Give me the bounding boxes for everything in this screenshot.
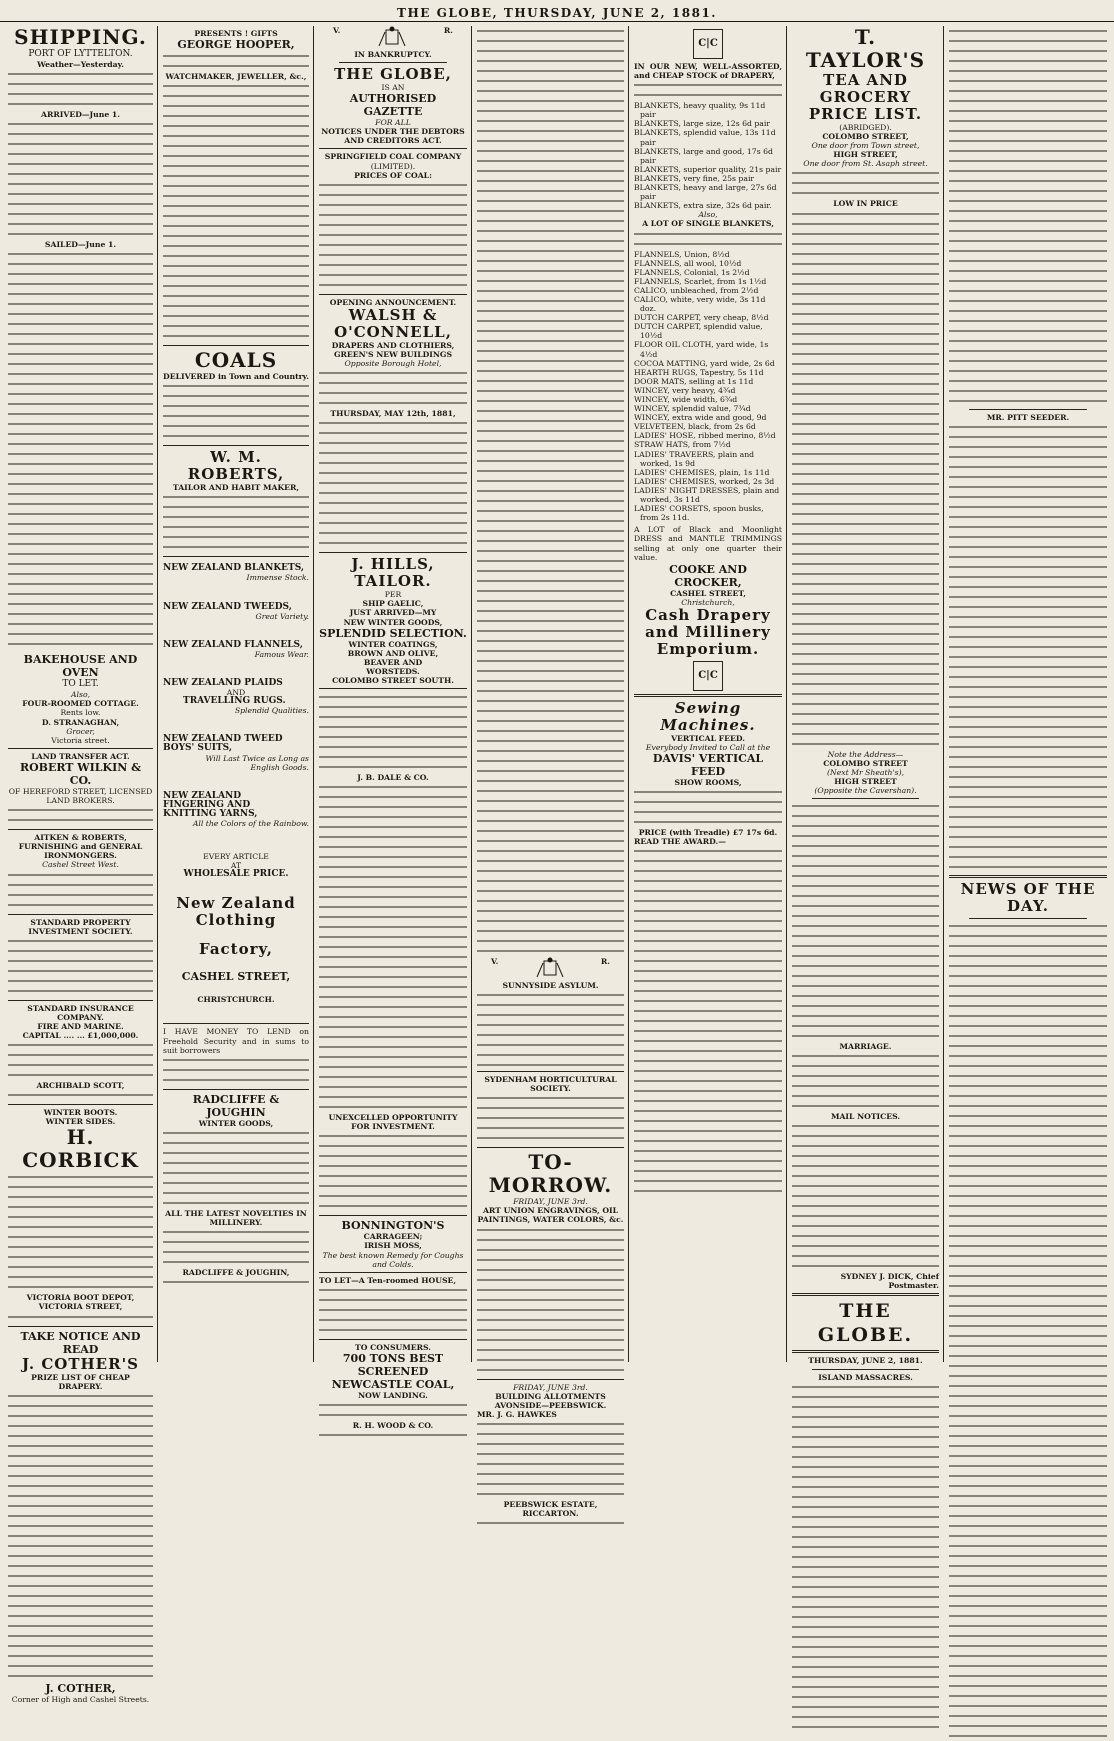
coals-ad: COALS DELIVERED in Town and Country.	[163, 346, 309, 446]
price-list-item: BLANKETS, large size, 12s 6d pair	[634, 119, 770, 129]
corbick-ad: WINTER BOOTS. WINTER SIDES. H. CORBICK VICTORIA BOOT DEPOT, VICTORIA STREET,	[8, 1105, 153, 1326]
sunnyside-heading: SUNNYSIDE ASYLUM.	[502, 981, 599, 990]
money-to-lend-ad: I HAVE MONEY TO LEND on Freehold Security and in sums to suit borrowers	[163, 1024, 309, 1089]
price-list-item: BLANKETS, extra size, 32s 6d pair.	[634, 201, 772, 211]
globe-masthead: THE GLOBE.	[817, 1300, 914, 1347]
price-list-item: BLANKETS, very fine, 25s pair	[634, 173, 755, 183]
radcliffe-ad: RADCLIFFE & JOUGHIN WINTER GOODS, ALL THE LATEST NOVELTIES IN MILLINERY. RADCLIFFE & JOUGHIN,	[163, 1090, 309, 1291]
column-1	[6, 25, 155, 1704]
aitken-roberts-ad: AITKEN & ROBERTS, FURNISHING and GENERAL IRONMONGERS. Cashel Street West.	[8, 830, 153, 914]
price-list-item: STRAW HATS, from 7½d	[634, 440, 731, 450]
price-list-item: LADIES' TRAVEERS, plain and worked, 1s 9d	[634, 449, 755, 468]
column-6: T. TAYLOR'S TEA AND GROCERY PRICE LIST. (ABRIDGED). COLOMBO STREET, One door from Town street, HIGH STREET, One door from St. Asaph street. LOW IN PRICE Note the Address— COLOMBO STREET (Next Mr Sheath's), HIGH STREET (Opposite the Cavershan). MARRIAGE. MAIL NOTICES. SYDNEY J. DICK, Chief Postmaster. THE GLOBE. THURSDAY, JUNE 2, 1881. ISLAND MASSACRES.	[790, 26, 941, 1362]
price-list-item: LADIES' CHEMISES, worked, 2s 3d	[634, 476, 775, 486]
arrived-heading: ARRIVED—June 1.	[41, 110, 120, 120]
price-list-item: FLANNELS, Union, 8½d	[634, 249, 730, 259]
price-list-item: WINCEY, wide width, 6¾d	[634, 395, 738, 404]
price-list-item: BLANKETS, superior quality, 21s pair	[634, 164, 782, 174]
shipping-heading: SHIPPING.	[14, 25, 147, 49]
price-list-item: BLANKETS, heavy quality, 9s 11d pair	[634, 101, 766, 120]
building-allotments-ad: FRIDAY, JUNE 3rd. BUILDING ALLOTMENTS AVONSIDE—PEEBSWICK. MR. J. G. HAWKES PEEBSWICK ESTATE, RICCARTON.	[477, 1380, 624, 1533]
roberts-ad: W. M. ROBERTS, TAILOR AND HABIT MAKER,	[163, 446, 309, 557]
tomorrow-auction: TO-MORROW. FRIDAY, JUNE 3rd. ART UNION ENGRAVINGS, OIL PAINTINGS, WATER COLORS, &c.	[477, 1148, 624, 1379]
price-list-item: BLANKETS, splendid value, 13s 11d pair	[634, 128, 776, 147]
column-rule	[471, 26, 472, 1362]
weather-heading: Weather—Yesterday.	[37, 60, 124, 69]
price-list-item: CALICO, white, very wide, 3s 11d doz.	[634, 294, 766, 314]
nz-clothing-ad: NEW ZEALAND BLANKETS, Immense Stock. NEW ZEALAND TWEEDS, Great Variety. NEW ZEALAND FLANNELS, Famous Wear. NEW ZEALAND PLAIDS AND TRAVELLING RUGS. Splendid Qualities. NEW ZEALAND TWEED BOYS' SUITS, Will Last Twice as Long as English Goods. NEW ZEALAND FINGERING AND KNITTING YARNS, All the Colors of the Rainbow. EVERY ARTICLE AT WHOLESALE PRICE. New Zealand Clothing Factory, CASHEL STREET, CHRISTCHURCH.	[163, 557, 309, 1024]
springfield-coal-ad: SPRINGFIELD COAL COMPANY (LIMITED). PRICES OF COAL:	[319, 149, 467, 294]
price-list-item: FLANNELS, all wool, 10½d	[634, 258, 742, 268]
column-5: C|C IN OUR NEW, WELL-ASSORTED, and CHEAP STOCK of DRAPERY, BLANKETS, heavy quality, 9s 11d pair BLANKETS, large size, 12s 6d pair BLANKETS, splendid value, 13s 11d pair BLANKETS, large and good, 17s 6d pair BLANKETS, superior quality, 21s pair BLANKETS, very fine, 25s pair BLANKETS, heavy and large, 27s 6d pair BLANKETS, extra size, 32s 6d pair. Also, A LOT OF SINGLE BLANKETS, FLANNELS, Union, 8½d FLANNELS, all wool, 10½d FLANNELS, Colonial, 1s 2½d FLANNELS, Scarlet, from 1s 1½d CALICO, unbleached, from 2½d CALICO, white, very wide, 3s 11d doz. DUTCH CARPET, very cheap, 8½d DUTCH CARPET, splendid value, 10½d FLOOR OIL CLOTH, yard wide, 1s 4½d COCOA MATTING, yard wide, 2s 6d HEARTH RUGS, Tapestry, 5s 11d DOOR MATS, selling at 1s 11d WINCEY, very heavy, 4¾d WINCEY, wide width, 6¾d WINCEY, splendid value, 7¾d WINCEY, extra wide and good, 9d VELVETEEN, black, from 2s 6d LADIES' HOSE, ribbed merino, 8½d STRAW HATS, from 7½d LADIES' TRAVEERS, plain and worked, 1s 9d LADIES' CHEMISES, plain, 1s 11d LADIES' CHEMISES, worked, 2s 3d LADIES' NIGHT DRESSES, plain and worked, 3s 11d LADIES' CORSETS, spoon busks, from 2s 11d. A LOT of Black and Moonlight DRESS and MANTLE TRIMMINGS selling at only one quarter their value. COOKE AND CROCKER, CASHEL STREET, Christchurch, Cash Drapery and Millinery Emporium. C|C Sewing Machines. VERTICAL FEED. Everybody Invited to Call at the DAVIS' VERTICAL FEED SHOW ROOMS, PRICE (with Treadle) £7 17s 6d. READ THE AWARD.—	[632, 26, 784, 1362]
blanket-price-list	[634, 101, 782, 210]
price-list-item: COCOA MATTING, yard wide, 2s 6d	[634, 358, 775, 368]
cooke-crocker-logo: C|C	[693, 29, 723, 59]
column-rule	[313, 26, 314, 1362]
price-list-item: FLANNELS, Colonial, 1s 2½d	[634, 267, 750, 277]
price-list-item: CALICO, unbleached, from 2½d	[634, 285, 759, 295]
land-transfer-ad: LAND TRANSFER ACT. ROBERT WILKIN & CO. OF HEREFORD STREET, LICENSED LAND BROKERS.	[8, 749, 153, 830]
flannel-price-list	[634, 250, 782, 523]
royal-arms-vr: V. R.	[319, 26, 467, 50]
price-list-item: DUTCH CARPET, very cheap, 8½d	[634, 313, 769, 323]
bakehouse-ad: BAKEHOUSE AND OVEN TO LET. Also, FOUR-ROOMED COTTAGE. Rents low. D. STRANAGHAN, Grocer, Victoria street.	[8, 650, 153, 749]
price-list-item: LADIES' NIGHT DRESSES, plain and worked, 3s 11d	[634, 485, 780, 505]
consumers-ad: TO CONSUMERS. 700 TONS BEST SCREENED NEWCASTLE COAL, NOW LANDING. R. H. WOOD & CO.	[319, 1340, 467, 1444]
price-list-item: HEARTH RUGS, Tapestry, 5s 11d	[634, 367, 764, 377]
price-list-item: FLANNELS, Scarlet, from 1s 1½d	[634, 276, 767, 286]
cother-ad: TAKE NOTICE AND READ J. COTHER'S PRIZE LIST OF CHEAP DRAPERY. J. COTHER, Corner of High and Cashel Streets.	[8, 1327, 153, 1707]
price-list-item: DOOR MATS, selling at 1s 11d	[634, 376, 754, 386]
bonnington-ad: BONNINGTON'S CARRAGEEN; IRISH MOSS, The best known Remedy for Coughs and Colds.	[319, 1216, 467, 1272]
column-rule	[628, 26, 629, 1362]
price-list-item: LADIES' CHEMISES, plain, 1s 11d	[634, 467, 770, 477]
column-rule	[943, 26, 944, 1362]
column-rule	[786, 26, 787, 1362]
column-3: V. R. IN BANKRUPTCY. THE GLOBE, IS AN AUTHORISED GAZETTE FOR ALL NOTICES UNDER THE DEBTORS AND CREDITORS ACT. SPRINGFIELD COAL COMPANY (LIMITED). PRICES OF COAL: OPENING ANNOUNCEMENT. WALSH & O'CONNELL, DRAPERS AND CLOTHIERS, GREEN'S NEW BUILDINGS Opposite Borough Hotel, THURSDAY, MAY 12th, 1881, J. HILLS, TAILOR. PER SHIP GAELIC, JUST ARRIVED—MY NEW WINTER GOODS, SPLENDID SELECTION. WINTER COATINGS, BROWN AND OLIVE, BEAVER AND WORSTEDS. COLOMBO STREET SOUTH. J. B. DALE & CO. UNEXCELLED OPPORTUNITY FOR INVESTMENT. BONNINGTON'S CARRAGEEN; IRISH MOSS, The best known Remedy for Coughs and Colds. TO LET—A Ten-roomed HOUSE, TO CONSUMERS. 700 TONS BEST SCREENED NEWCASTLE COAL, NOW LANDING. R. H. WOOD & CO.	[317, 26, 469, 1362]
bankruptcy-heading: IN BANKRUPTCY.	[354, 50, 432, 59]
page-header	[0, 0, 1114, 22]
walsh-oconnell-ad: OPENING ANNOUNCEMENT. WALSH & O'CONNELL, DRAPERS AND CLOTHIERS, GREEN'S NEW BUILDINGS Opposite Borough Hotel, THURSDAY, MAY 12th, 1881,	[319, 295, 467, 553]
hills-tailor-ad: J. HILLS, TAILOR. PER SHIP GAELIC, JUST ARRIVED—MY NEW WINTER GOODS, SPLENDID SELECTION. WINTER COATINGS, BROWN AND OLIVE, BEAVER AND WORSTEDS. COLOMBO STREET SOUTH.	[319, 553, 467, 689]
price-list-item: BLANKETS, large and good, 17s 6d pair	[634, 146, 773, 165]
royal-arms-vr-2: V. R.	[477, 957, 624, 981]
column-7: MR. PITT SEEDER. NEWS OF THE DAY.	[947, 26, 1109, 1362]
price-list-item: WINCEY, very heavy, 4¾d	[634, 385, 736, 395]
royal-arms-icon	[375, 26, 409, 50]
sailed-heading: SAILED—June 1.	[44, 240, 117, 250]
to-let-ad: TO LET—A Ten-roomed HOUSE,	[319, 1273, 467, 1340]
shipping-subheading: PORT OF LYTTELTON.	[28, 49, 133, 59]
standard-property-ad: STANDARD PROPERTY INVESTMENT SOCIETY.	[8, 915, 153, 1001]
column-2	[161, 26, 311, 1362]
standard-insurance-ad: STANDARD INSURANCE COMPANY. FIRE AND MARINE. CAPITAL .... ... £1,000,000. ARCHIBALD SCOTT,	[8, 1001, 153, 1105]
column-rule	[157, 26, 158, 1362]
dale-notices: J. B. DALE & CO. UNEXCELLED OPPORTUNITY FOR INVESTMENT.	[319, 689, 467, 1216]
price-list-item: WINCEY, extra wide and good, 9d	[634, 413, 767, 423]
price-list-item: BLANKETS, heavy and large, 27s 6d pair	[634, 183, 777, 202]
cooke-crocker-logo-2: C|C	[693, 661, 723, 691]
price-list-item: LADIES' HOSE, ribbed merino, 8½d	[634, 431, 776, 441]
royal-arms-icon	[533, 957, 567, 981]
price-list-item: FLOOR OIL CLOTH, yard wide, 1s 4½d	[634, 340, 769, 359]
price-list-item: DUTCH CARPET, splendid value, 10½d	[634, 322, 763, 341]
column-4	[475, 26, 626, 1519]
price-list-item: WINCEY, splendid value, 7¾d	[634, 404, 751, 414]
page-title: THE GLOBE, THURSDAY, JUNE 2, 1881.	[397, 6, 717, 20]
price-list-item: VELVETEEN, black, from 2s 6d	[634, 422, 756, 432]
price-list-item: LADIES' CORSETS, spoon busks, from 2s 11d.	[634, 504, 764, 523]
sydenham-ad: SYDENHAM HORTICULTURAL SOCIETY.	[477, 1071, 624, 1148]
hooper-ad: PRESENTS ! GIFTS GEORGE HOOPER, WATCHMAKER, JEWELLER, &c.,	[163, 26, 309, 346]
